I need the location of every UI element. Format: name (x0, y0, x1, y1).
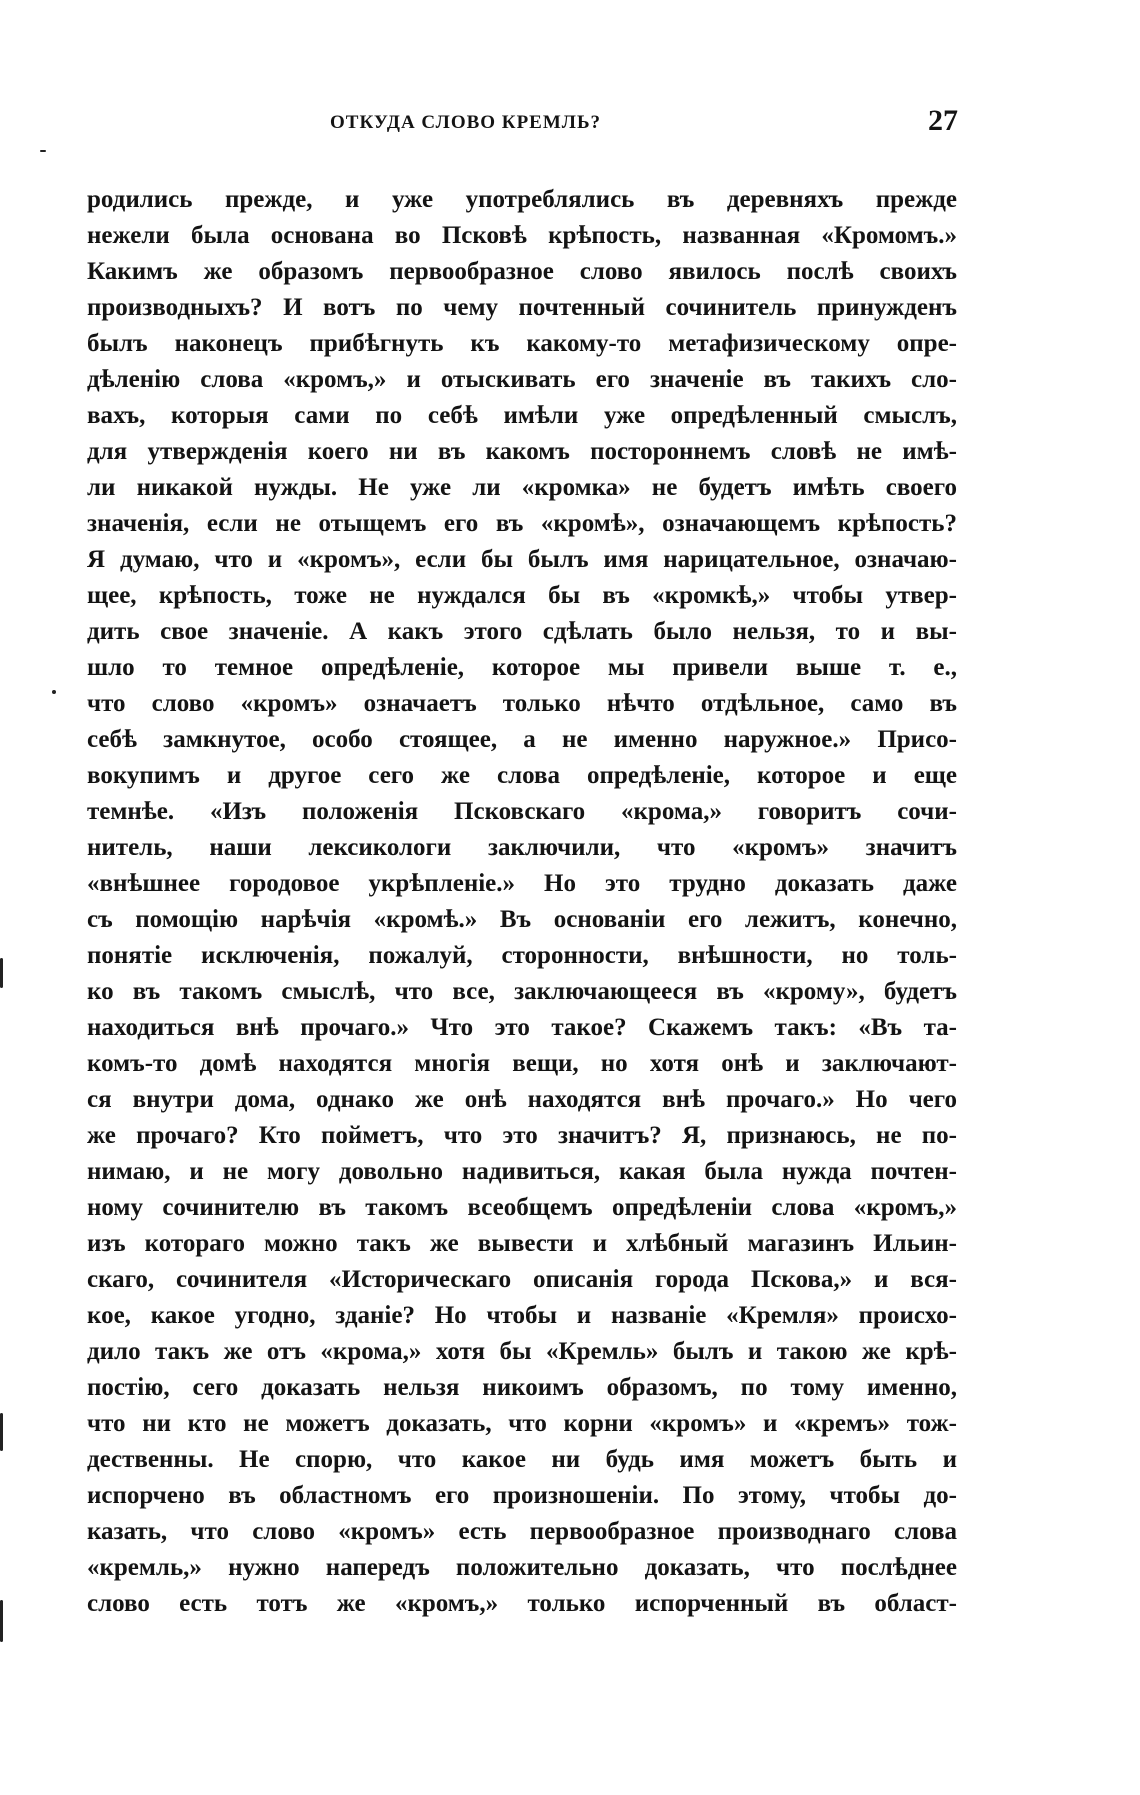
text-line: родились прежде, и уже употреблялись въ деревняхъ прежде (87, 186, 957, 213)
text-line: дило такъ же отъ «крома,» хотя бы «Кремль» былъ и такою же крѣ- (87, 1338, 957, 1365)
scan-speck (0, 1600, 3, 1642)
text-line: Какимъ же образомъ первообразное слово явилось послѣ своихъ (87, 258, 957, 285)
text-line: «внѣшнее городовое укрѣпленіе.» Но это трудно доказать даже (87, 870, 957, 897)
text-line: же прочаго? Кто пойметъ, что это значитъ? Я, признаюсь, не по- (87, 1122, 957, 1149)
running-title: ОТКУДА СЛОВО КРЕМЛЬ? (330, 112, 602, 133)
text-line: Я думаю, что и «кромъ», если бы былъ имя нарицательное, означаю- (87, 546, 957, 573)
text-line: нимаю, и не могу довольно надивиться, какая была нужда почтен- (87, 1158, 957, 1185)
text-line: кое, какое угодно, зданіе? Но чтобы и названіе «Кремля» происхо- (87, 1302, 957, 1329)
scan-speck (0, 958, 3, 988)
text-line: постію, сего доказать нельзя никоимъ образомъ, по тому именно, (87, 1374, 957, 1401)
text-line: казать, что слово «кромъ» есть первообразное производнаго слова (87, 1518, 957, 1545)
text-line: нежели была основана во Псковѣ крѣпость, названная «Кромомъ.» (87, 222, 957, 249)
text-line: понятіе исключенія, пожалуй, сторонности, внѣшности, но толь- (87, 942, 957, 969)
text-line: вахъ, которыя сами по себѣ имѣли уже опредѣленный смыслъ, (87, 402, 957, 429)
text-line: ко въ такомъ смыслѣ, что все, заключающееся въ «крому», будетъ (87, 978, 957, 1005)
text-line: скаго, сочинителя «Историческаго описанія города Пскова,» и вся- (87, 1266, 957, 1293)
body-text (87, 182, 957, 1622)
text-line: съ помощію нарѣчія «кромѣ.» Въ основаніи его лежитъ, конечно, (87, 906, 957, 933)
text-line: щее, крѣпость, тоже не нуждался бы въ «кромкѣ,» чтобы утвер- (87, 582, 957, 609)
page-number: 27 (928, 104, 958, 137)
scan-speck (0, 1413, 3, 1451)
text-line: дѣленію слова «кромъ,» и отыскивать его значеніе въ такихъ сло- (87, 366, 957, 393)
text-line: «кремль,» нужно напередъ положительно доказать, что послѣднее (87, 1554, 957, 1581)
text-line: находиться внѣ прочаго.» Что это такое? Скажемъ такъ: «Въ та- (87, 1014, 957, 1041)
text-line: вокупимъ и другое сего же слова опредѣленіе, которое и еще (87, 762, 957, 789)
text-line: нитель, наши лексикологи заключили, что «кромъ» значитъ (87, 834, 957, 861)
text-line: шло то темное опредѣленіе, которое мы привели выше т. е., (87, 654, 957, 681)
text-line: производныхъ? И вотъ по чему почтенный сочинитель принужденъ (87, 294, 957, 321)
text-line: что слово «кромъ» означаетъ только нѣчто отдѣльное, само въ (87, 690, 957, 717)
text-line: темнѣе. «Изъ положенія Псковскаго «крома,» говоритъ сочи- (87, 798, 957, 825)
text-line: изъ котораго можно такъ же вывести и хлѣбный магазинъ Ильин- (87, 1230, 957, 1257)
text-line: ся внутри дома, однако же онѣ находятся внѣ прочаго.» Но чего (87, 1086, 957, 1113)
scan-speck (52, 690, 56, 694)
text-line: слово есть тотъ же «кромъ,» только испорченный въ област- (87, 1590, 957, 1617)
scan-speck (40, 150, 46, 152)
text-line: былъ наконецъ прибѣгнуть къ какому-то метафизическому опре- (87, 330, 957, 357)
text-line: ли никакой нужды. Не уже ли «кромка» не будетъ имѣть своего (87, 474, 957, 501)
text-line: комъ-то домѣ находятся многія вещи, но хотя онѣ и заключают- (87, 1050, 957, 1077)
text-line: что ни кто не можетъ доказать, что корни «кромъ» и «кремъ» тож- (87, 1410, 957, 1437)
text-line: себѣ замкнутое, особо стоящее, а не именно наружное.» Присо- (87, 726, 957, 753)
text-line: для утвержденія коего ни въ какомъ постороннемъ словѣ не имѣ- (87, 438, 957, 465)
text-line: значенія, если не отыщемъ его въ «кромѣ», означающемъ крѣпость? (87, 510, 957, 537)
text-line: испорчено въ областномъ его произношеніи. По этому, чтобы до- (87, 1482, 957, 1509)
text-line: дественны. Не спорю, что какое ни будь имя можетъ быть и (87, 1446, 957, 1473)
text-line: ному сочинителю въ такомъ всеобщемъ опредѣленіи слова «кромъ,» (87, 1194, 957, 1221)
text-line: дить свое значеніе. А какъ этого сдѣлать было нельзя, то и вы- (87, 618, 957, 645)
